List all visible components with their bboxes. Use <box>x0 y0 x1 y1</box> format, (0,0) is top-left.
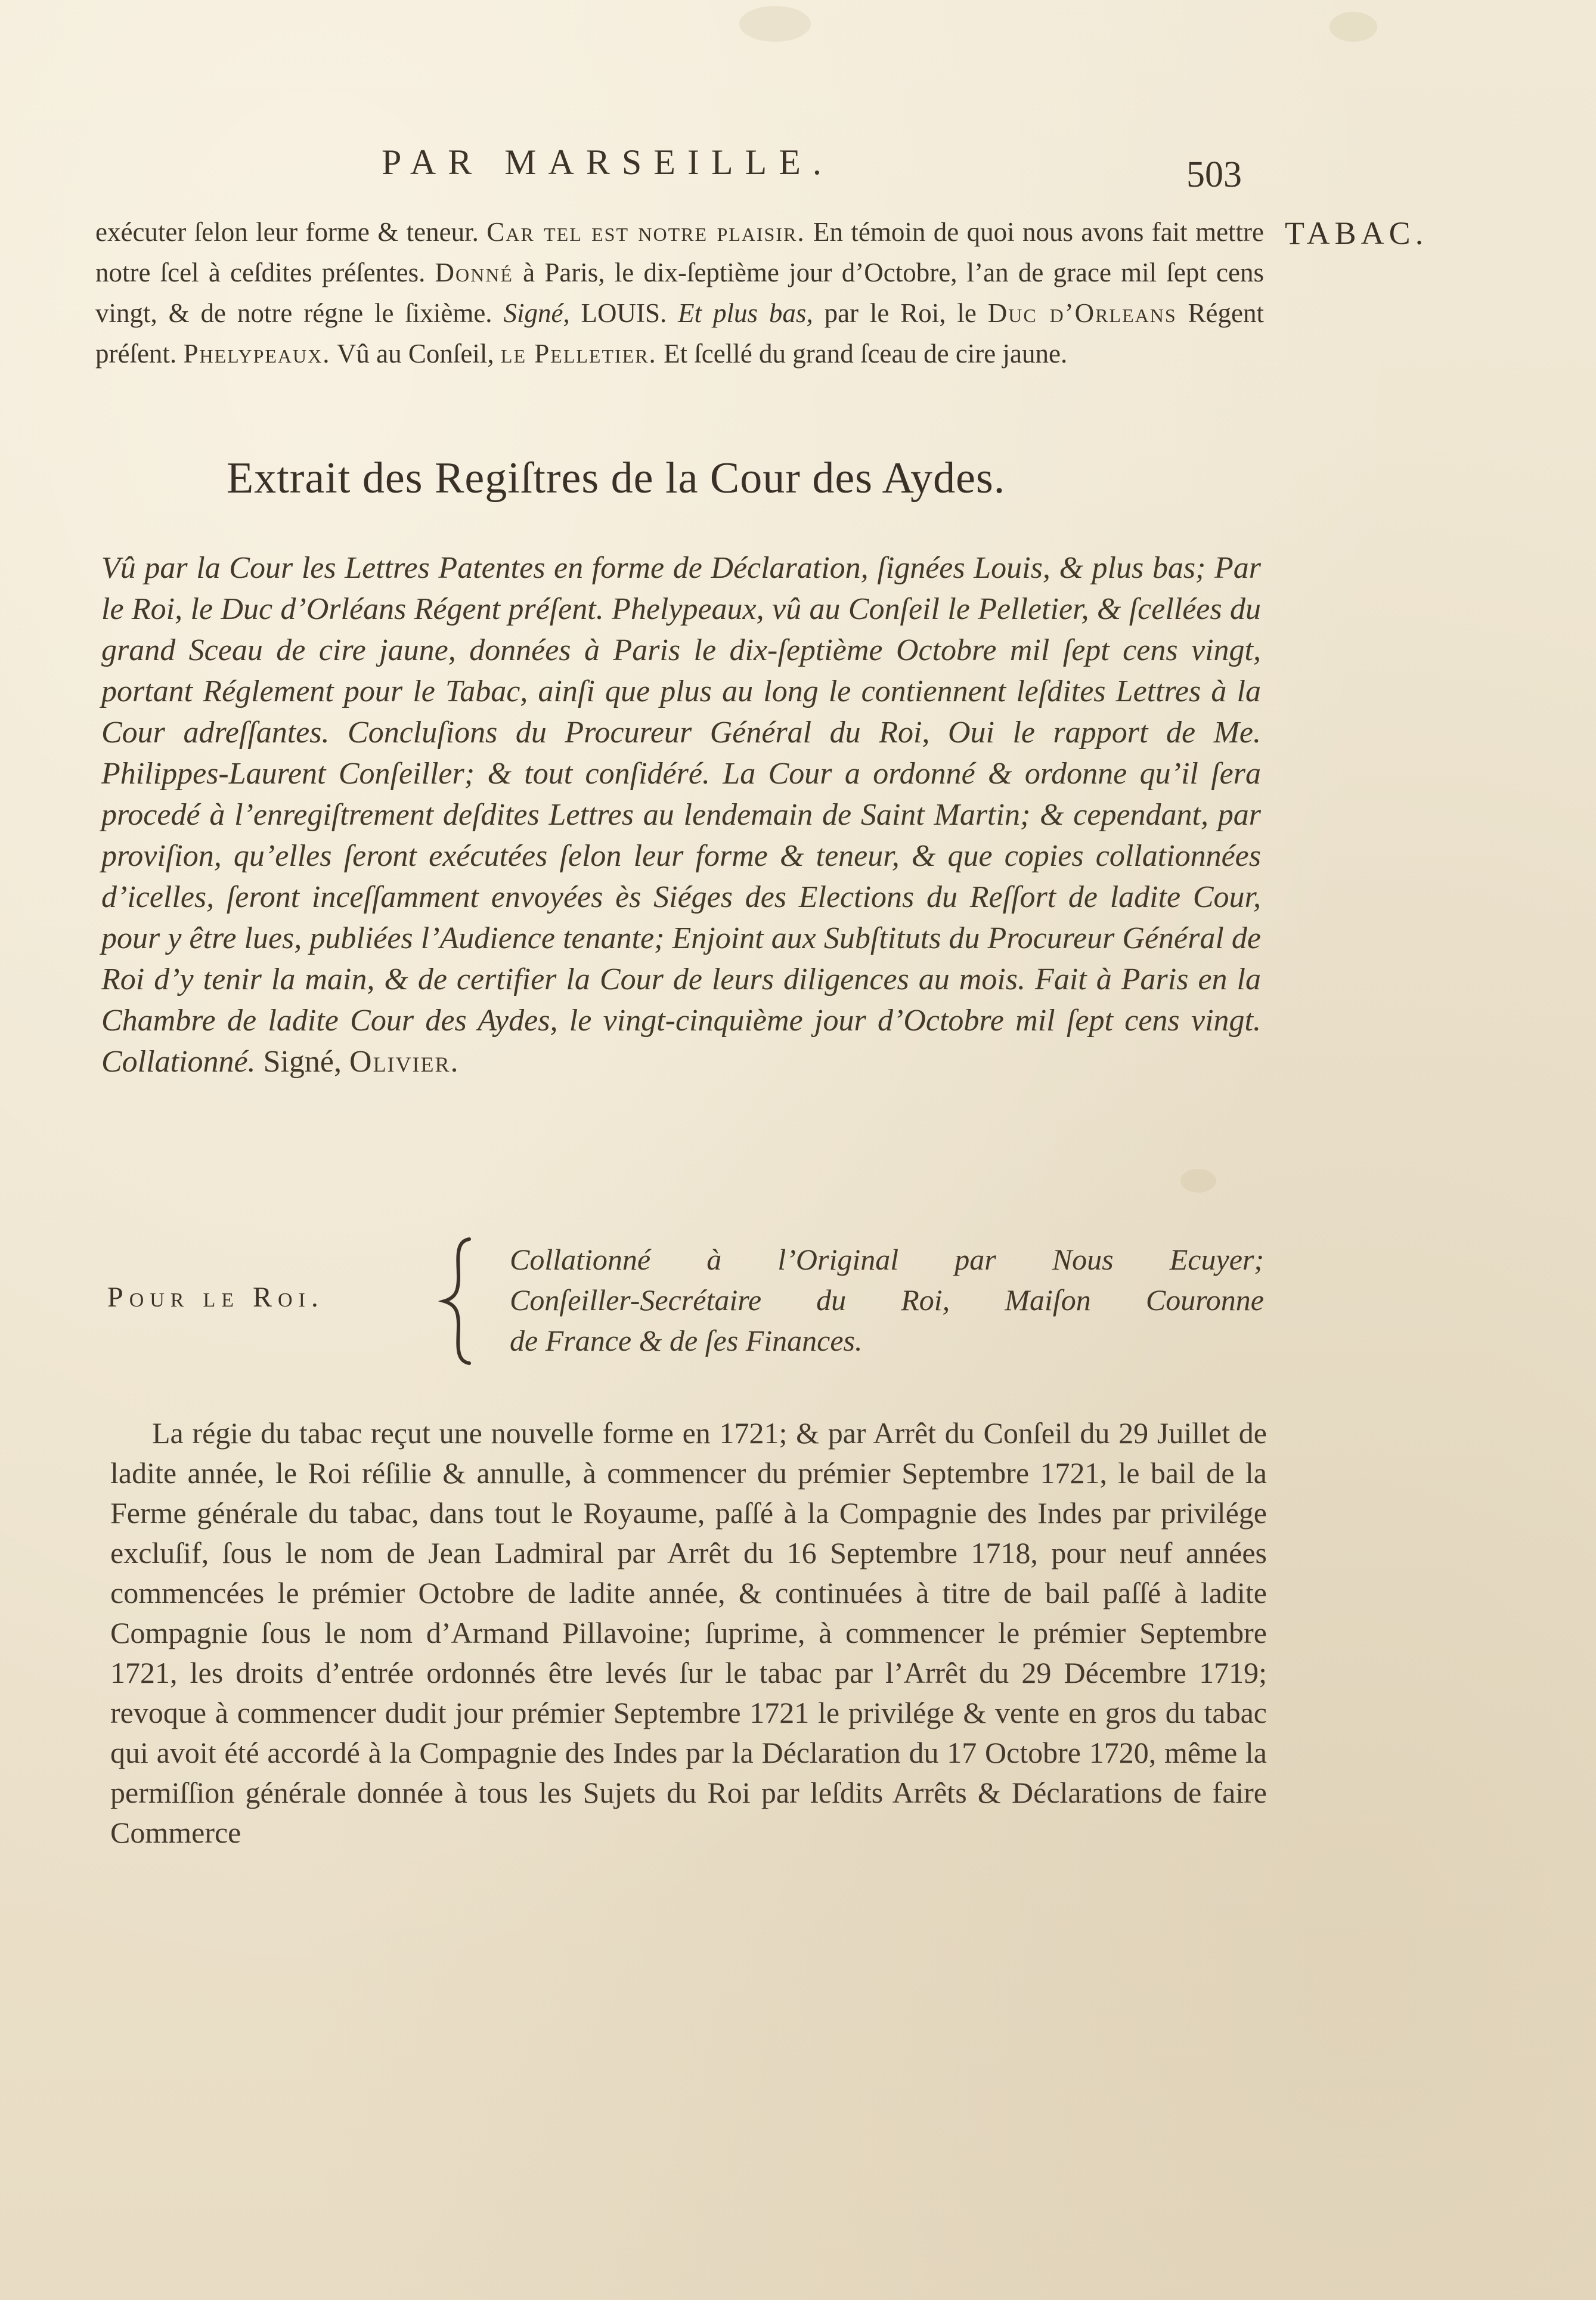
text-run: Et ſcellé du grand ſceau de cire jaune. <box>656 339 1068 369</box>
running-head: PAR MARSEILLE. <box>382 143 833 182</box>
signed-label: Signé, <box>263 1045 342 1079</box>
page-number: 503 <box>1186 154 1242 195</box>
text-run-small-caps: Donné <box>435 258 513 287</box>
closing-formula-paragraph <box>95 212 1264 374</box>
paper-stain <box>1180 1169 1216 1193</box>
text-run: par le Roi, le <box>813 298 988 328</box>
text-run-italic: Signé, <box>503 298 570 328</box>
text-run-small-caps: Duc d’Orleans <box>987 298 1177 328</box>
collation-line: Conſeiller-Secrétaire du Roi, Maiſon Couronne <box>510 1283 1264 1317</box>
registry-extract-paragraph <box>101 547 1261 1082</box>
text-run-small-caps: le Pelletier. <box>500 339 657 369</box>
text-run-italic: Et plus bas, <box>678 298 813 328</box>
collation-line: Collationné à l’Original par Nous Ecuyer; <box>510 1243 1264 1276</box>
paper-stain <box>739 6 811 42</box>
margin-note: TABAC. <box>1285 215 1428 251</box>
text-run: En témoin de quoi nous avons fait mettre notre ſcel à ceſdites préſentes. <box>95 217 1265 287</box>
registry-extract-text: Vû par la Cour les Lettres Patentes en forme de Déclaration, ſignées Louis, & plus bas; Par le Roi, le Duc d’Orléans Régent préſent. Phelypeaux, vû au Conſeil le Pelletier, & ſcellées du grand Sceau de cire jaune, données à Paris le dix-ſeptième Octobre mil ſept cens vingt, portant Réglement pour le Tabac, ainſi que plus au long le contiennent leſdites Lettres à la Cour adreſſantes. Concluſions du Procureur Général du Roi, Oui le rapport de Me. Philippes-Laurent Conſeiller; & tout conſidéré. La Cour a ordonné & ordonne qu’il ſera procedé à l’enregiſtrement deſdites Lettres au lendemain de Saint Martin; & cependant, par proviſion, qu’elles ſeront exécutées ſelon leur forme & teneur, & que copies collationnées d’icelles, ſeront inceſſamment envoyées ès Siéges des Elections du Reſſort de ladite Cour, pour y être lues, publiées l’Audience tenante; Enjoint aux Subſtituts du Procureur Général de Roi d’y tenir la main, & de certifier la Cour de leurs diligences au mois. Fait à Paris en la Chambre de ladite Cour des Aydes, le vingt-cinquième jour d’Octobre mil ſept cens vingt. Collationné. <box>101 551 1261 1079</box>
collation-line: de France & de ſes Finances. <box>510 1324 863 1357</box>
text-run: Régent préſent. <box>95 298 1264 369</box>
curly-brace-icon <box>438 1236 480 1367</box>
text-run: LOUIS. <box>569 298 678 328</box>
collation-block <box>510 1239 1264 1361</box>
signed-name: Olivier. <box>349 1045 460 1079</box>
text-run: exécuter ſelon leur forme & teneur. <box>95 217 487 247</box>
paper-stain <box>1330 12 1377 42</box>
body-paragraph: La régie du tabac reçut une nouvelle forme en 1721; & par Arrêt du Conſeil du 29 Juillet de ladite année, le Roi réſilie & annulle, à commencer du prémier Septembre 1721, le bail de la Ferme générale du tabac, dans tout le Royaume, paſſé à la Compagnie des Indes par privilége excluſif, ſous le nom de Jean Ladmiral par Arrêt du 16 Septembre 1718, pour neuf années commencées le prémier Octobre de ladite année, & continuées à titre de bail paſſé à ladite Compagnie ſous le nom d’Armand Pillavoine; ſuprime, à commencer le prémier Septembre 1721, les droits d’entrée ordonnés être levés ſur le tabac par l’Arrêt du 29 Décembre 1719; revoque à commencer dudit jour prémier Septembre 1721 le privilége & vente en gros du tabac qui avoit été accordé à la Compagnie des Indes par la Déclaration du 17 Octobre 1720, même la permiſſion générale donnée à tous les Sujets du Roi par leſdits Arrêts & Déclarations de faire Commerce <box>110 1416 1267 1849</box>
text-run-small-caps: Phelypeaux. <box>183 339 331 369</box>
text-run: à Paris, le dix-ſeptième jour d’Octobre, l’an de grace mil ſept cens vingt, & de notre régne le ſixième. <box>95 258 1264 328</box>
section-heading: Extrait des Regiſtres de la Cour des Aydes. <box>227 454 1006 503</box>
text-run: Vû au Conſeil, <box>330 339 501 369</box>
pour-le-roi-label: Pour le Roi. <box>107 1281 324 1313</box>
text-run-small-caps: Car tel est notre plaisir. <box>486 217 805 247</box>
